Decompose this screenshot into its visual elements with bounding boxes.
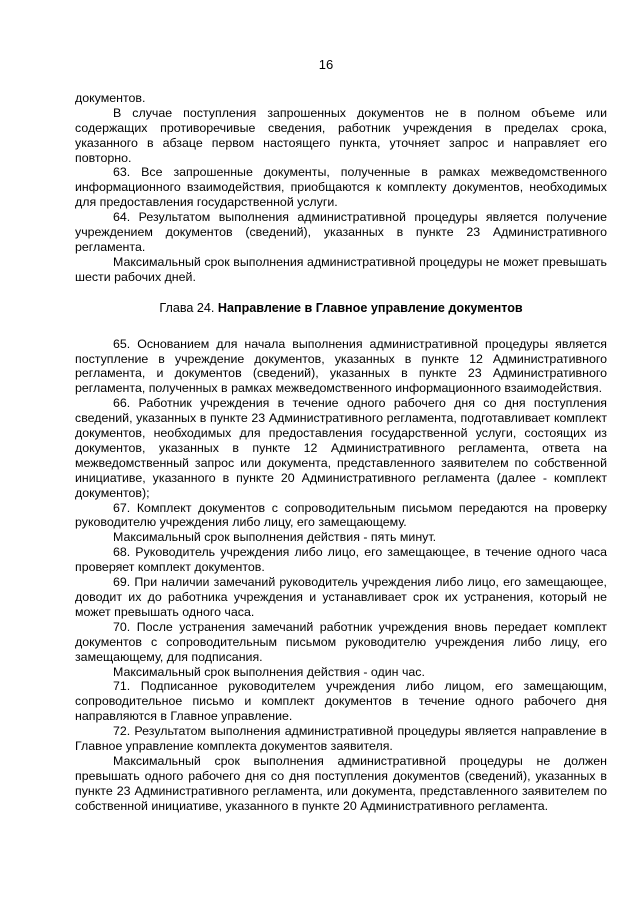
paragraph: 68. Руководитель учреждения либо лицо, его замещающее, в течение одного часа проверяет комплект документов.: [75, 545, 607, 575]
paragraph: 72. Результатом выполнения административной процедуры является направление в Главное управление комплекта документов заявителя.: [75, 724, 607, 754]
paragraph: Максимальный срок выполнения административной процедуры не может превышать шести рабочих дней.: [75, 254, 607, 284]
paragraph: 64. Результатом выполнения административной процедуры является получение учреждением документов (сведений), указанных в пункте 23 Административного регламента.: [75, 210, 607, 254]
paragraph: Максимальный срок выполнения административной процедуры не должен превышать одного рабочего дня со дня поступления документов (сведений), указанных в пункте 23 Административного регламента, или документа, представленного заявителем по собственной инициативе, указанного в пункте 20 Административного регламента.: [75, 753, 607, 813]
paragraph: 67. Комплект документов с сопроводительным письмом передаются на проверку руководителю учреждения либо лицу, его замещающему.: [75, 500, 607, 530]
page-number: 16: [318, 57, 334, 72]
paragraphs-after-chapter: [75, 337, 607, 814]
paragraphs-before-chapter: [75, 91, 607, 285]
chapter-heading: [75, 301, 607, 316]
paragraph: 71. Подписанное руководителем учреждения либо лицом, его замещающим, сопроводительное письмо и комплект документов в течение одного рабочего дня направляются в Главное управление.: [75, 679, 607, 724]
paragraph: 66. Работник учреждения в течение одного рабочего дня со дня поступления сведений, указанных в пункте 23 Административного регламента, подготавливает комплект документов, необходимых для предоставления государственной услуги, состоящих из документов, указанных в пункте 12 Административного регламента, ответа на межведомственный запрос или документа, представленного заявителем по собственной инициативе, указанного в пункте 20 Административного регламента (далее - комплект документов);: [75, 396, 607, 500]
chapter-title: Направление в Главное управление документов: [217, 300, 523, 315]
paragraph: 69. При наличии замечаний руководитель учреждения либо лицо, его замещающее, доводит их до работника учреждения и устанавливает срок их устранения, который не может превышать одного часа.: [75, 575, 607, 619]
paragraph: 63. Все запрошенные документы, полученные в рамках межведомственного информационного взаимодействия, приобщаются к комплекту документов, необходимых для предоставления государственной услуги.: [75, 165, 607, 210]
paragraph: 70. После устранения замечаний работник учреждения вновь передает комплект документов с сопроводительным письмом руководителю учреждения либо лицу, его замещающему, для подписания.: [75, 619, 607, 664]
paragraph: 65. Основанием для начала выполнения административной процедуры является поступление в учреждение документов, указанных в пункте 12 Административного регламента, и документов (сведений), указанных в пункте 23 Административного регламента, полученных в рамках межведомственного информационного взаимодействия.: [75, 336, 607, 396]
paragraph: В случае поступления запрошенных документов не в полном объеме или содержащих противоречивые сведения, работник учреждения в пределах срока, указанного в абзаце первом настоящего пункта, уточняет запрос и направляет его повторно.: [75, 105, 607, 165]
paragraph: Максимальный срок выполнения действия - пять минут.: [113, 530, 437, 545]
document-page: [75, 58, 607, 814]
chapter-number: Глава 24.: [159, 300, 218, 315]
paragraph: Максимальный срок выполнения действия - один час.: [113, 664, 425, 679]
paragraph: документов.: [75, 90, 146, 105]
